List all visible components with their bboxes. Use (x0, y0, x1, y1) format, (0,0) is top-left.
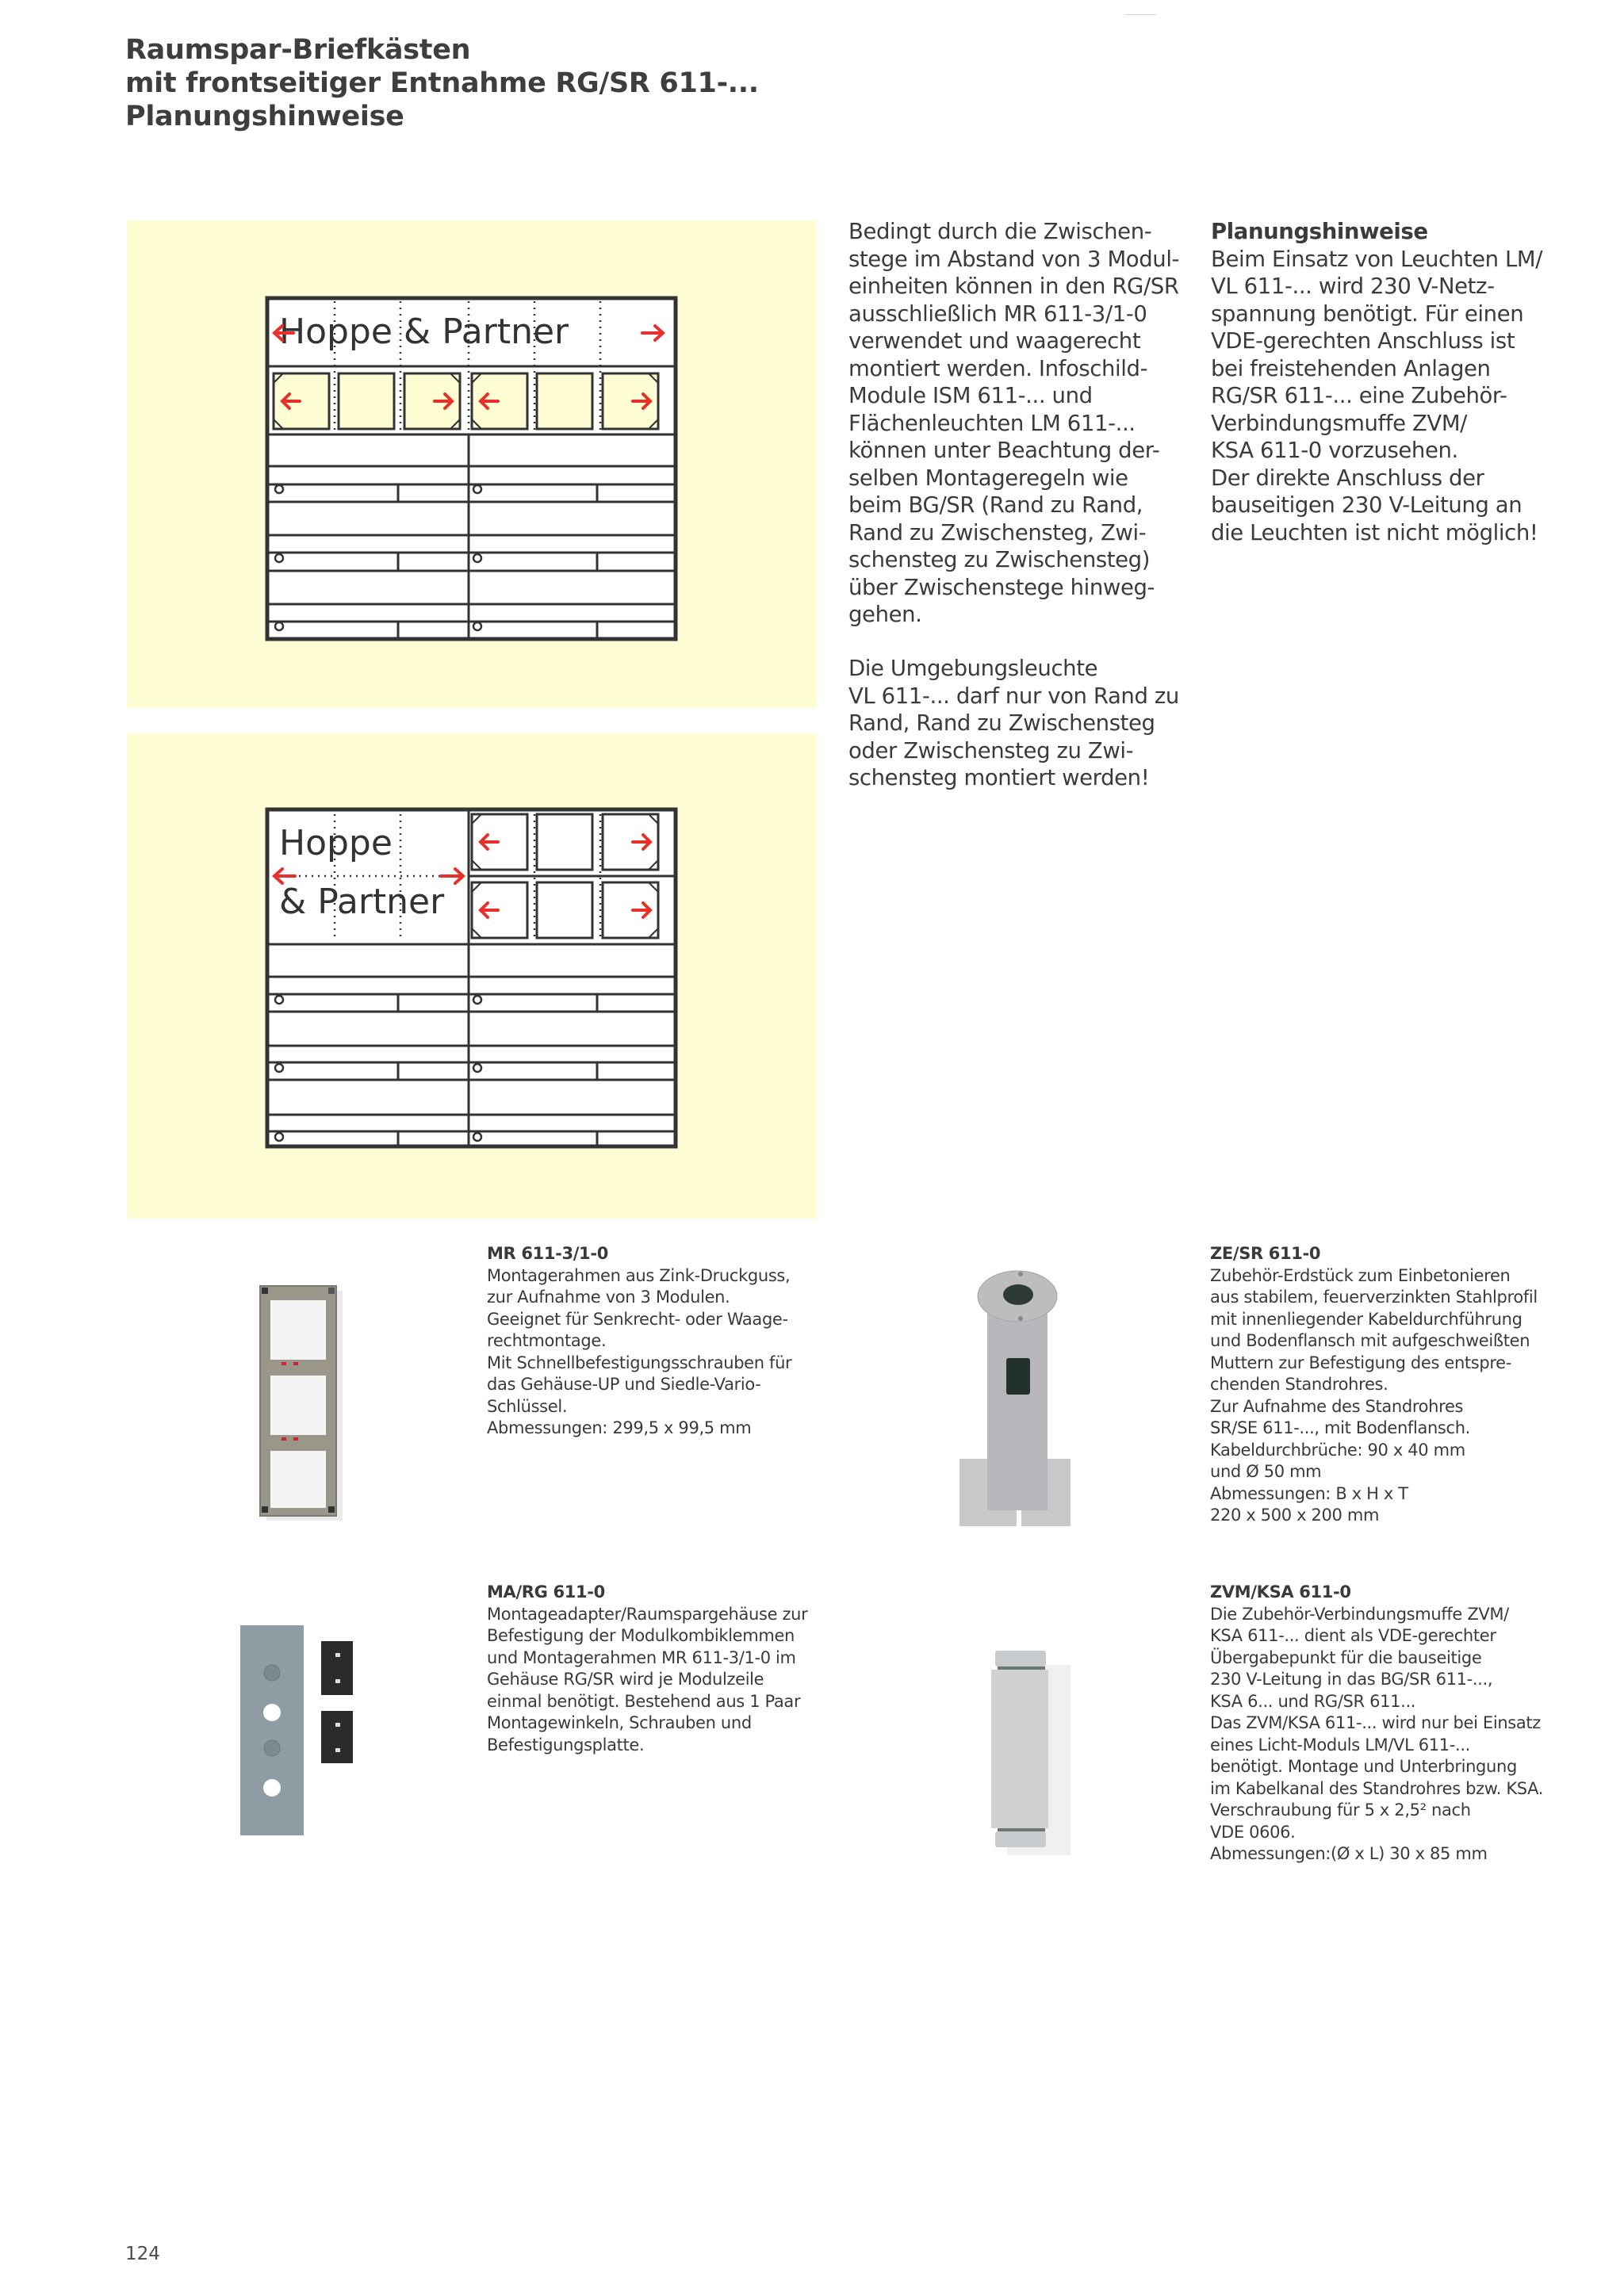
connection-sleeve-image (975, 1641, 1078, 1871)
text-line: Zubehör-Erdstück zum Einbetonieren (1210, 1265, 1511, 1285)
text-line: VL 611-... darf nur von Rand zu (848, 683, 1179, 709)
text-line: rechtmontage. (487, 1331, 607, 1350)
product-title: MA/RG 611-0 (487, 1582, 605, 1601)
section-heading: Planungshinweise (1211, 219, 1428, 244)
product-title: ZE/SR 611-0 (1210, 1244, 1321, 1263)
product-ma-rg-611-0 (487, 1582, 807, 1756)
text-line: mit innenliegender Kabeldurchführung (1210, 1309, 1522, 1329)
mounting-frame-image (238, 1269, 357, 1522)
text-line: bauseitigen 230 V-Leitung an (1211, 492, 1522, 518)
diagram-panel-2 (127, 733, 817, 1219)
text-line: Bedingt durch die Zwischen- (848, 219, 1152, 244)
text-line: Abmessungen: B x H x T (1210, 1483, 1408, 1503)
text-line: Montageadapter/Raumspargehäuse zur (487, 1604, 808, 1624)
text-line: verwendet und waagerecht (848, 328, 1141, 354)
text-line: 230 V-Leitung in das BG/SR 611-..., (1210, 1670, 1493, 1689)
text-line: Montagewinkeln, Schrauben und (487, 1713, 752, 1732)
text-line: Abmessungen:(Ø x L) 30 x 85 mm (1210, 1844, 1488, 1863)
text-line: Kabeldurchbrüche: 90 x 40 mm (1210, 1440, 1465, 1460)
text-line: im Kabelkanal des Standrohres bzw. KSA. (1210, 1778, 1544, 1798)
text-line: spannung benötigt. Für einen (1211, 300, 1524, 327)
text-line: benötigt. Montage und Unterbringung (1210, 1757, 1517, 1776)
mounting-adapter-image (234, 1617, 369, 1839)
text-line: bei freistehenden Anlagen (1211, 355, 1491, 381)
page-title (125, 33, 759, 133)
text-line: Abmessungen: 299,5 x 99,5 mm (487, 1418, 752, 1437)
text-line: 220 x 500 x 200 mm (1210, 1506, 1380, 1525)
text-line: Flächenleuchten LM 611-... (848, 410, 1136, 436)
text-line: VDE 0606. (1210, 1822, 1296, 1842)
text-line: selben Montageregeln wie (848, 465, 1128, 491)
text-line: chenden Standrohres. (1210, 1375, 1388, 1394)
text-line: RG/SR 611-... eine Zubehör- (1211, 383, 1507, 408)
text-line: Rand zu Zwischensteg, Zwi- (848, 519, 1147, 545)
text-line: Gehäuse RG/SR wird je Modulzeile (487, 1670, 764, 1689)
title-line-1: Raumspar-Briefkästen (125, 34, 471, 66)
text-line: und Bodenflansch mit aufgeschweißten (1210, 1331, 1530, 1350)
text-line: Die Umgebungsleuchte (848, 656, 1098, 681)
sign-text-line-1: Hoppe (279, 823, 393, 863)
text-line: beim BG/SR (Rand zu Rand, (848, 492, 1143, 518)
text-line: Geeignet für Senkrecht- oder Waage- (487, 1309, 788, 1329)
title-line-2: mit frontseitiger Entnahme RG/SR 611-... (125, 67, 759, 99)
mailbox-layout-diagram-1 (127, 220, 817, 708)
text-line: SR/SE 611-..., mit Bodenflansch. (1210, 1418, 1470, 1437)
text-line: Die Zubehör-Verbindungsmuffe ZVM/ (1210, 1604, 1509, 1624)
page-crop-mark (1124, 14, 1156, 15)
text-line: VL 611-... wird 230 V-Netz- (1211, 274, 1495, 299)
text-line: einmal benötigt. Bestehend aus 1 Paar (487, 1691, 801, 1711)
title-line-3: Planungshinweise (125, 101, 404, 132)
text-line: Rand, Rand zu Zwischensteg (848, 710, 1155, 736)
text-line: einheiten können in den RG/SR (848, 274, 1179, 299)
text-line: Montagerahmen aus Zink-Druckguss, (487, 1265, 791, 1285)
text-line: das Gehäuse-UP und Siedle-Vario- (487, 1375, 761, 1394)
text-line: Befestigung der Modulkombiklemmen (487, 1626, 795, 1645)
text-line: montiert werden. Infoschild- (848, 355, 1148, 381)
text-line: Muttern zur Befestigung des entspre- (1210, 1353, 1511, 1372)
text-line: zur Aufnahme von 3 Modulen. (487, 1288, 730, 1307)
text-line: über Zwischenstege hinweg- (848, 574, 1155, 600)
text-line: schensteg zu Zwischensteg) (848, 547, 1151, 572)
text-line: stege im Abstand von 3 Modul- (848, 246, 1180, 272)
product-title: MR 611-3/1-0 (487, 1244, 608, 1263)
text-line: Schlüssel. (487, 1396, 568, 1416)
text-line: Verschraubung für 5 x 2,5² nach (1210, 1800, 1471, 1820)
text-line: KSA 6... und RG/SR 611... (1210, 1691, 1416, 1711)
sign-text: Hoppe & Partner (279, 312, 569, 352)
text-line: Beim Einsatz von Leuchten LM/ (1211, 246, 1543, 272)
text-line: schensteg montiert werden! (848, 765, 1150, 790)
text-line: Module ISM 611-... und (848, 383, 1093, 408)
text-line: Der direkte Anschluss der (1211, 465, 1484, 491)
planning-text-column (848, 218, 1182, 629)
page-number: 124 (125, 2244, 160, 2264)
text-line: VDE-gerechten Anschluss ist (1211, 328, 1515, 354)
text-line: gehen. (848, 602, 922, 627)
ground-anchor-image (948, 1265, 1090, 1526)
text-line: oder Zwischensteg zu Zwi- (848, 737, 1134, 763)
text-line: Befestigungsplatte. (487, 1735, 645, 1755)
diagram-panel-1 (127, 220, 817, 708)
text-line: aus stabilem, feuerverzinkten Stahlprofil (1210, 1288, 1538, 1307)
product-ze-sr-611-0 (1210, 1243, 1538, 1527)
text-line: ausschließlich MR 611-3/1-0 (848, 300, 1147, 327)
planning-notes-column (1211, 218, 1552, 546)
text-line: Übergabepunkt für die bauseitige (1210, 1647, 1482, 1667)
sign-text-line-2: & Partner (279, 882, 445, 922)
lamp-mounting-note (848, 655, 1182, 792)
text-line: eines Licht-Moduls LM/VL 611-... (1210, 1735, 1470, 1755)
mailbox-layout-diagram-2 (127, 733, 817, 1219)
text-line: KSA 611-0 vorzusehen. (1211, 438, 1458, 463)
product-mr-611-3-1-0 (487, 1243, 791, 1440)
text-line: die Leuchten ist nicht möglich! (1211, 519, 1538, 545)
text-line: Verbindungsmuffe ZVM/ (1211, 410, 1468, 436)
product-title: ZVM/KSA 611-0 (1210, 1582, 1351, 1601)
text-line: KSA 611-... dient als VDE-gerechter (1210, 1626, 1496, 1645)
text-line: Das ZVM/KSA 611-... wird nur bei Einsatz (1210, 1713, 1541, 1732)
text-line: können unter Beachtung der- (848, 438, 1160, 463)
text-line: Mit Schnellbefestigungsschrauben für (487, 1353, 792, 1372)
text-line: und Montagerahmen MR 611-3/1-0 im (487, 1647, 796, 1667)
product-zvm-ksa-611-0 (1210, 1582, 1543, 1866)
text-line: und Ø 50 mm (1210, 1462, 1322, 1481)
text-line: Zur Aufnahme des Standrohres (1210, 1396, 1464, 1416)
